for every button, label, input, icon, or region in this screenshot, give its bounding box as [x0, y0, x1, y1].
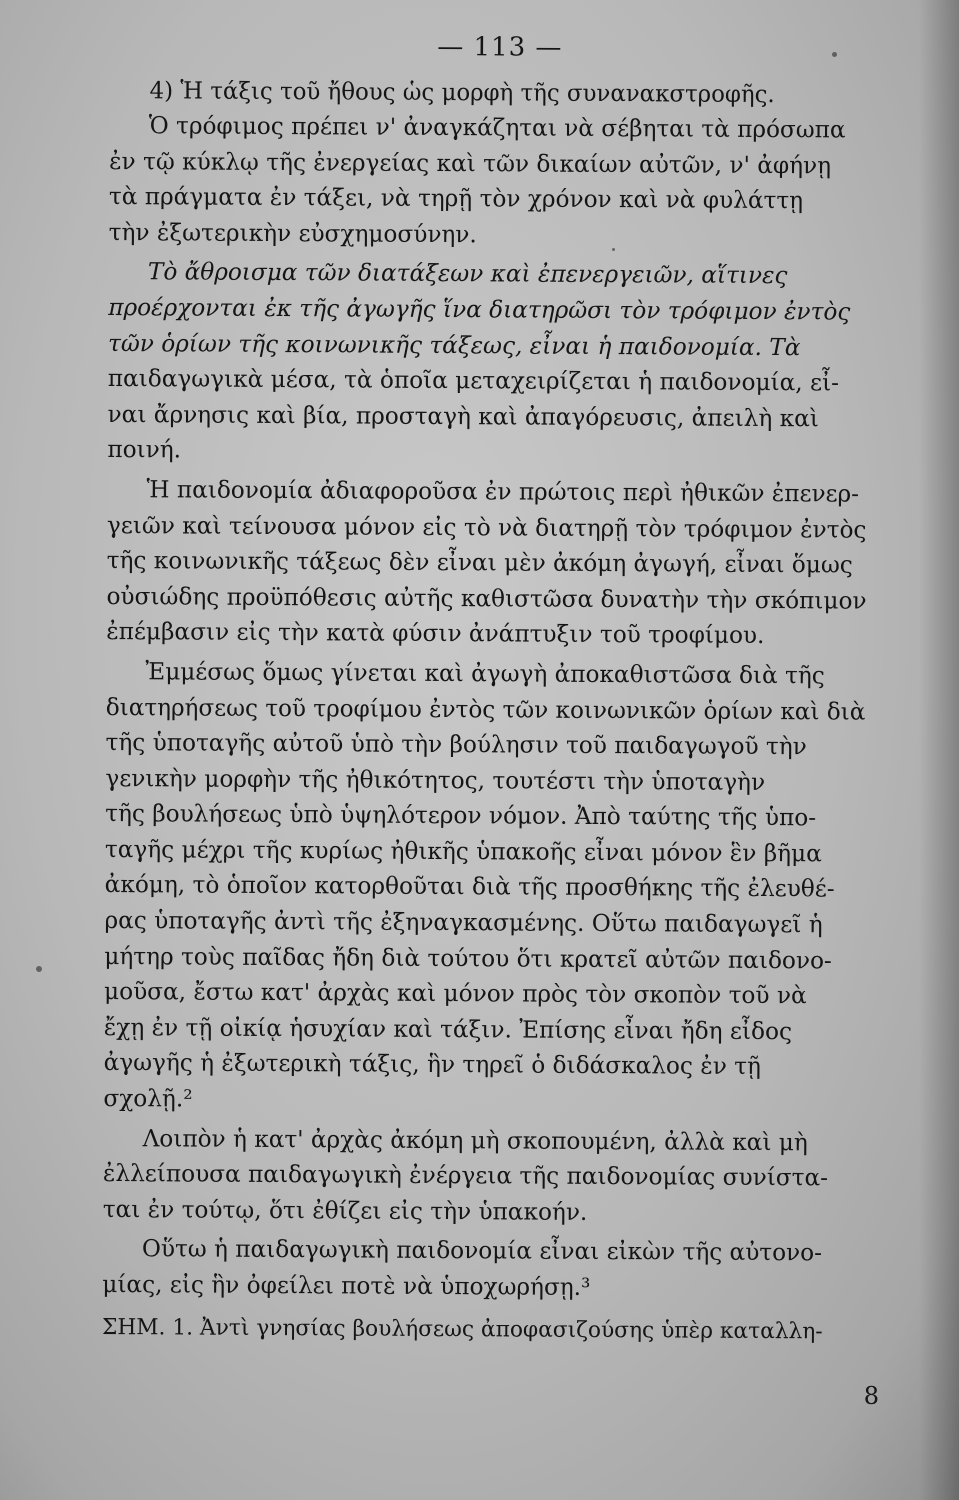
- text-line: ρας ὑποταγῆς ἀντὶ τῆς ἐξηναγκασμένης. Οὕτω παιδαγωγεῖ ἡ: [104, 906, 823, 939]
- section-heading: 4) Ἡ τάξις τοῦ ἤθους ὡς μορφὴ τῆς συνανακστροφῆς.: [149, 76, 775, 109]
- paragraph: [107, 254, 878, 472]
- text-line: μοῦσα, ἔστω κατ' ἀρχὰς καὶ μόνον πρὸς τὸν σκοπὸν τοῦ νὰ: [103, 977, 807, 1010]
- text-line: τῆς ὑποταγῆς αὐτοῦ ὑπὸ τὴν βούλησιν τοῦ παιδαγωγοῦ τὴν: [105, 728, 807, 761]
- text-line: Οὕτω ἡ παιδαγωγικὴ παιδονομία εἶναι εἰκὼν τῆς αὐτονο-: [141, 1234, 823, 1267]
- paragraph: [103, 1121, 874, 1232]
- text-line: παιδαγωγικὰ μέσα, τὰ ὁποῖα μεταχειρίζεται ἡ παιδονομία, εἶ-: [107, 364, 840, 397]
- text-line: ἐν τῷ κύκλῳ τῆς ἐνεργείας καὶ τῶν δικαίων αὐτῶν, ν' ἀφήνῃ: [109, 146, 832, 180]
- text-line: ἀγωγῆς ἡ ἐξωτερικὴ τάξις, ἣν τηρεῖ ὁ διδάσκαλος ἐν τῇ: [103, 1048, 762, 1081]
- text-line: ταγῆς μέχρι τῆς κυρίως ἠθικῆς ὑπακοῆς εἶναι μόνον ἓν βῆμα: [104, 834, 822, 868]
- text-line: τῆς κοινωνικῆς τάξεως δὲν εἶναι μὲν ἀκόμη ἀγωγή, εἶναι ὅμως: [106, 546, 853, 579]
- text-line: οὐσιώδης προϋπόθεσις αὐτῆς καθιστῶσα δυνατὴν τὴν σκόπιμον: [106, 581, 867, 615]
- page-number: — 113 —: [437, 31, 563, 63]
- page-text-block: [102, 22, 880, 1349]
- text-line: γειῶν καὶ τείνουσα μόνον εἰς τὸ νὰ διατηρῇ τὸν τρόφιμον ἐντὸς: [106, 510, 867, 544]
- text-line: Ἡ παιδονομία ἀδιαφοροῦσα ἐν πρώτοις περὶ ἠθικῶν ἐπενερ-: [146, 475, 860, 508]
- signature-mark: 8: [863, 1382, 879, 1410]
- text-line: ποινή.: [107, 435, 182, 464]
- text-line: τὰ πράγματα ἐν τάξει, νὰ τηρῇ τὸν χρόνον καὶ νὰ φυλάττῃ: [108, 182, 804, 215]
- print-speck: [36, 966, 42, 972]
- text-line: τῶν ὁρίων τῆς κοινωνικῆς τάξεως, εἶναι ἡ παιδονομία. Τὰ: [107, 328, 801, 361]
- text-line: ται ἐν τούτῳ, ὅτι ἐθίζει εἰς τὴν ὑπακοήν.: [102, 1194, 588, 1226]
- text-line: Ὁ τρόφιμος πρέπει ν' ἀναγκάζηται νὰ σέβηται τὰ πρόσωπα: [148, 111, 846, 144]
- text-line: Τὸ ἄθροισμα τῶν διατάξεων καὶ ἐπενεργειῶν, αἵτινες: [147, 257, 788, 290]
- footnote: ΣΗΜ. 1. Ἀντὶ γνησίας βουλήσεως ἀποφασιζούσης ὑπὲρ καταλλη-: [101, 1314, 823, 1344]
- page-edge-shadow: [919, 0, 959, 1500]
- text-line: διατηρήσεως τοῦ τροφίμου ἐντὸς τῶν κοινωνικῶν ὁρίων καὶ διὰ: [105, 692, 866, 726]
- text-line: ἐπέμβασιν εἰς τὴν κατὰ φύσιν ἀνάπτυξιν τοῦ τροφίμου.: [106, 617, 765, 650]
- paragraph: [103, 654, 876, 1121]
- paragraph: [106, 472, 877, 655]
- text-line: ναι ἄρνησις καὶ βία, προσταγὴ καὶ ἀπαγόρευσις, ἀπειλὴ καὶ: [107, 399, 820, 433]
- text-line: σχολῇ.²: [103, 1084, 193, 1113]
- text-line: Ἐμμέσως ὅμως γίνεται καὶ ἀγωγὴ ἀποκαθιστῶσα διὰ τῆς: [145, 657, 825, 690]
- body-paragraphs: [102, 108, 879, 1307]
- text-line: τῆς βουλήσεως ὑπὸ ὑψηλότερον νόμον. Ἀπὸ ταύτης τῆς ὑπο-: [105, 799, 817, 832]
- text-line: μίας, εἰς ἣν ὀφείλει ποτὲ νὰ ὑποχωρήσῃ.³: [102, 1269, 591, 1301]
- text-line: Λοιπὸν ἡ κατ' ἀρχὰς ἀκόμη μὴ σκοπουμένη, ἀλλὰ καὶ μὴ: [142, 1123, 808, 1156]
- text-line: ἀκόμη, τὸ ὁποῖον κατορθοῦται διὰ τῆς προσθήκης τῆς ἐλευθέ-: [104, 870, 835, 903]
- paragraph: [109, 108, 880, 255]
- text-line: ἔχῃ ἐν τῇ οἰκίᾳ ἡσυχίαν καὶ τάξιν. Ἐπίσης εἶναι ἤδη εἶδος: [103, 1012, 793, 1046]
- paragraph: [102, 1231, 872, 1307]
- text-line: προέρχονται ἐκ τῆς ἀγωγῆς ἵνα διατηρῶσι τὸν τρόφιμον ἐντὸς: [108, 292, 851, 326]
- text-line: ἐλλείπουσα παιδαγωγικὴ ἐνέργεια τῆς παιδονομίας συνίστα-: [102, 1159, 829, 1192]
- text-line: μήτηρ τοὺς παῖδας ἤδη διὰ τούτου ὅτι κρατεῖ αὐτῶν παιδονο-: [104, 941, 832, 975]
- text-line: γενικὴν μορφὴν τῆς ἠθικότητος, τουτέστι τὴν ὑποταγὴν: [105, 763, 766, 796]
- text-line: τὴν ἐξωτερικὴν εὐσχημοσύνην.: [108, 217, 477, 249]
